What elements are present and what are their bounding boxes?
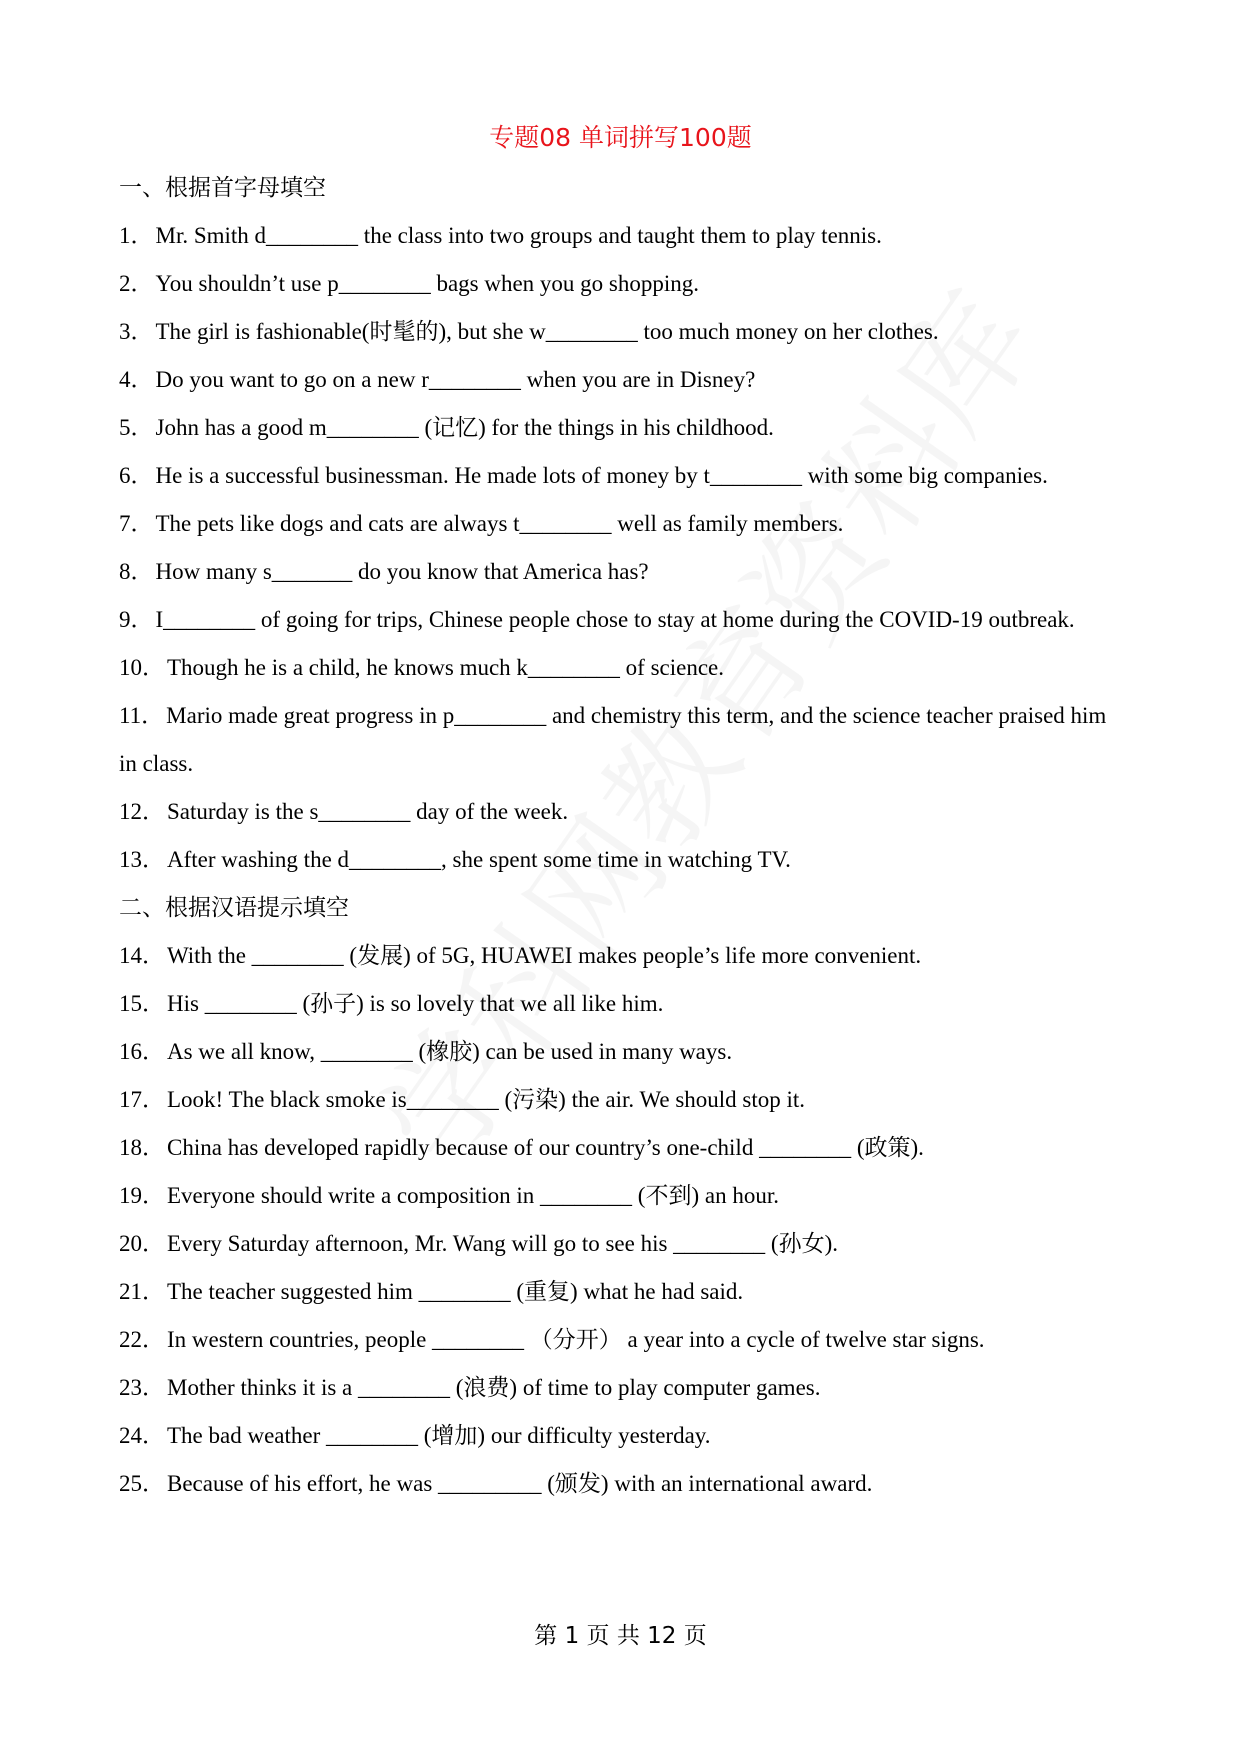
question-number: 16． xyxy=(119,1039,165,1064)
page-footer: 第 1 页 共 12 页 xyxy=(534,1623,707,1649)
question-text: Though he is a child, he knows much k________ of science. xyxy=(167,655,724,680)
question-item xyxy=(119,788,1129,836)
question-number: 14． xyxy=(119,943,165,968)
document-body xyxy=(119,164,1129,1508)
question-number: 18． xyxy=(119,1135,165,1160)
question-text: As we all know, ________ (橡胶) can be used in many ways. xyxy=(167,1039,733,1064)
question-item xyxy=(119,596,1129,644)
question-number: 12． xyxy=(119,799,165,824)
question-text: Because of his effort, he was _________ (颁发) with an international award. xyxy=(167,1471,873,1496)
question-item xyxy=(119,1124,1129,1172)
question-item xyxy=(119,1028,1129,1076)
question-text: In western countries, people ________ （分开） a year into a cycle of twelve star signs. xyxy=(167,1327,985,1352)
question-text: How many s_______ do you know that America has? xyxy=(155,559,649,584)
question-item xyxy=(119,1172,1129,1220)
question-text: The pets like dogs and cats are always t________ well as family members. xyxy=(155,511,844,536)
question-number: 10． xyxy=(119,655,165,680)
question-text: With the ________ (发展) of 5G, HUAWEI makes people’s life more convenient. xyxy=(167,943,922,968)
question-text: John has a good m________ (记忆) for the things in his childhood. xyxy=(155,415,774,440)
question-number: 1． xyxy=(119,223,154,248)
question-text: I________ of going for trips, Chinese people chose to stay at home during the COVID-19 outbreak. xyxy=(155,607,1075,632)
question-text: The girl is fashionable(时髦的), but she w________ too much money on her clothes. xyxy=(155,319,939,344)
question-number: 2． xyxy=(119,271,154,296)
question-number: 9． xyxy=(119,607,154,632)
question-text: Mr. Smith d________ the class into two groups and taught them to play tennis. xyxy=(155,223,882,248)
question-text: The bad weather ________ (增加) our difficulty yesterday. xyxy=(167,1423,711,1448)
question-number: 20． xyxy=(119,1231,165,1256)
question-item xyxy=(119,836,1129,884)
question-item xyxy=(119,980,1129,1028)
question-number: 15． xyxy=(119,991,165,1016)
question-item xyxy=(119,1076,1129,1124)
question-item xyxy=(119,1412,1129,1460)
question-text: Every Saturday afternoon, Mr. Wang will go to see his ________ (孙女). xyxy=(167,1231,838,1256)
question-number: 8． xyxy=(119,559,154,584)
question-item xyxy=(119,452,1129,500)
question-item xyxy=(119,356,1129,404)
question-item xyxy=(119,548,1129,596)
question-number: 17． xyxy=(119,1087,165,1112)
question-text: Saturday is the s________ day of the week. xyxy=(167,799,569,824)
question-text: Do you want to go on a new r________ when you are in Disney? xyxy=(155,367,756,392)
question-item xyxy=(119,260,1129,308)
question-item xyxy=(119,1460,1129,1508)
question-number: 24． xyxy=(119,1423,165,1448)
section-heading: 一、根据首字母填空 xyxy=(119,175,326,201)
question-number: 4． xyxy=(119,367,154,392)
question-text: The teacher suggested him ________ (重复) what he had said. xyxy=(167,1279,744,1304)
document-title: 专题08 单词拼写100题 xyxy=(489,123,752,152)
question-text: You shouldn’t use p________ bags when you go shopping. xyxy=(155,271,700,296)
question-item xyxy=(119,1364,1129,1412)
question-number: 23． xyxy=(119,1375,165,1400)
question-text: Mario made great progress in p________ and chemistry this term, and the science teacher praised him in class. xyxy=(119,703,1107,776)
question-text: Mother thinks it is a ________ (浪费) of time to play computer games. xyxy=(167,1375,821,1400)
question-item xyxy=(119,1316,1129,1364)
question-number: 21． xyxy=(119,1279,165,1304)
question-text: Everyone should write a composition in ________ (不到) an hour. xyxy=(167,1183,779,1208)
question-number: 25． xyxy=(119,1471,165,1496)
question-text: His ________ (孙子) is so lovely that we all like him. xyxy=(167,991,664,1016)
question-number: 13． xyxy=(119,847,165,872)
question-number: 7． xyxy=(119,511,154,536)
question-text: Look! The black smoke is________ (污染) the air. We should stop it. xyxy=(167,1087,806,1112)
section-heading: 二、根据汉语提示填空 xyxy=(119,895,349,921)
question-number: 3． xyxy=(119,319,154,344)
question-item xyxy=(119,404,1129,452)
question-item xyxy=(119,212,1129,260)
question-number: 6． xyxy=(119,463,154,488)
question-number: 11． xyxy=(119,703,165,728)
question-item xyxy=(119,1220,1129,1268)
question-item xyxy=(119,932,1129,980)
question-text: After washing the d________, she spent some time in watching TV. xyxy=(167,847,791,872)
question-item xyxy=(119,308,1129,356)
question-item xyxy=(119,1268,1129,1316)
question-number: 22． xyxy=(119,1327,165,1352)
question-text: He is a successful businessman. He made lots of money by t________ with some big companies. xyxy=(155,463,1048,488)
question-item xyxy=(119,500,1129,548)
question-item xyxy=(119,644,1129,692)
question-text: China has developed rapidly because of our country’s one-child ________ (政策). xyxy=(167,1135,924,1160)
question-item xyxy=(119,692,1129,788)
question-number: 5． xyxy=(119,415,154,440)
question-number: 19． xyxy=(119,1183,165,1208)
